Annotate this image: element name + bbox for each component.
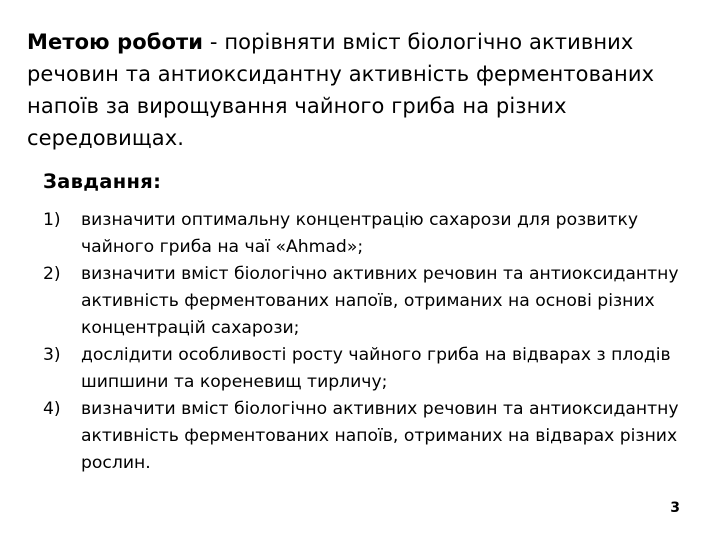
task-text: визначити вміст біологічно активних речовин та антиоксидантну активність ферментованих напоїв, отриманих на відварах різних рослин. — [81, 399, 679, 473]
task-number: 2) — [43, 264, 61, 284]
task-text: визначити вміст біологічно активних речовин та антиоксидантну активність ферментованих напоїв, отриманих на основі різних концентрацій сахарози; — [81, 264, 679, 338]
task-item — [43, 207, 683, 261]
task-item — [43, 342, 683, 396]
aim-paragraph — [27, 26, 697, 154]
task-list — [43, 207, 683, 477]
task-number: 3) — [43, 345, 61, 365]
task-item — [43, 396, 683, 477]
task-item — [43, 261, 683, 342]
task-text: визначити оптимальну концентрацію сахарози для розвитку чайного гриба на чаї «Ahmad»; — [81, 210, 639, 257]
aim-label: Метою роботи — [27, 30, 204, 54]
task-text: дослідити особливості росту чайного гриба на відварах з плодів шипшини та кореневищ тирличу; — [81, 345, 671, 392]
aim-text: - порівняти вміст біологічно активних речовин та антиоксидантну активність ферментованих напоїв за вирощування чайного гриба на різних середовищах. — [27, 30, 655, 150]
task-number: 1) — [43, 210, 61, 230]
tasks-heading: Завдання: — [43, 170, 162, 193]
page-number: 3 — [670, 500, 680, 516]
task-number: 4) — [43, 399, 61, 419]
